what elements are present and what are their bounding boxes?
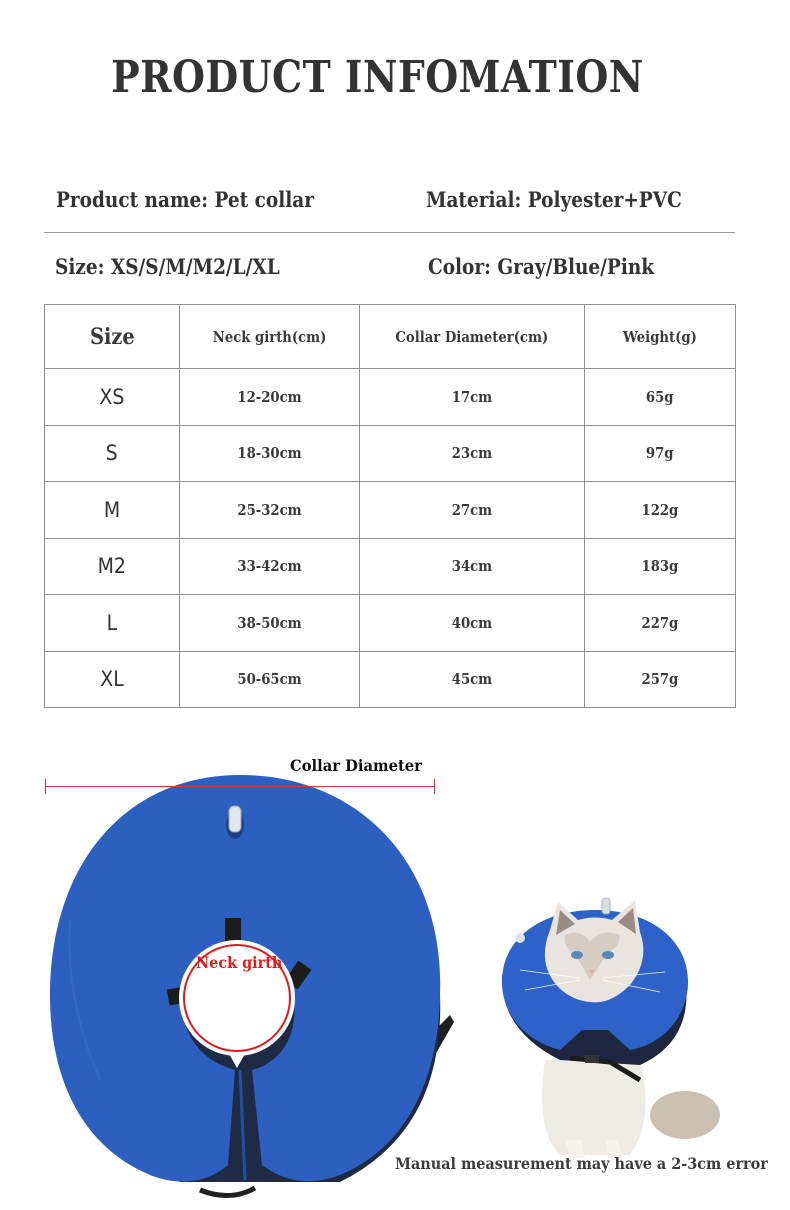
cell-weight: 122g (585, 482, 736, 539)
cell-size: XL (45, 651, 180, 708)
table-row (45, 538, 736, 595)
measurement-diagram (0, 740, 790, 1210)
table-row (45, 651, 736, 708)
table-row (45, 482, 736, 539)
cell-size: M (45, 482, 180, 539)
neck-girth-label: Neck girth (196, 953, 283, 972)
cell-collar-diameter: 34cm (360, 538, 585, 595)
cell-weight: 97g (585, 425, 736, 482)
cell-size: XS (45, 369, 180, 426)
cell-collar-diameter: 27cm (360, 482, 585, 539)
cell-neck-girth: 33-42cm (180, 538, 360, 595)
cell-size: S (45, 425, 180, 482)
cell-neck-girth: 50-65cm (180, 651, 360, 708)
product-material: Material: Polyester+PVC (426, 187, 682, 212)
info-divider (44, 232, 735, 233)
product-sizes: Size: XS/S/M/M2/L/XL (55, 254, 280, 279)
cell-collar-diameter: 45cm (360, 651, 585, 708)
cell-weight: 183g (585, 538, 736, 595)
product-name: Product name: Pet collar (56, 187, 314, 212)
header-collar-diameter: Collar Diameter(cm) (360, 305, 585, 369)
cell-weight: 227g (585, 595, 736, 652)
cat-wearing-collar-photo (490, 890, 730, 1170)
cell-weight: 257g (585, 651, 736, 708)
page-title: PRODUCT INFOMATION (111, 52, 644, 103)
cell-collar-diameter: 17cm (360, 369, 585, 426)
table-row (45, 595, 736, 652)
cell-collar-diameter: 23cm (360, 425, 585, 482)
cell-collar-diameter: 40cm (360, 595, 585, 652)
size-chart-table (44, 304, 736, 708)
header-neck-girth: Neck girth(cm) (180, 305, 360, 369)
table-row (45, 369, 736, 426)
cell-weight: 65g (585, 369, 736, 426)
collar-illustration (40, 770, 460, 1210)
header-weight: Weight(g) (585, 305, 736, 369)
cell-neck-girth: 38-50cm (180, 595, 360, 652)
cell-size: M2 (45, 538, 180, 595)
header-size: Size (45, 305, 180, 369)
diameter-measure-line (45, 786, 435, 787)
cell-size: L (45, 595, 180, 652)
cell-neck-girth: 18-30cm (180, 425, 360, 482)
cell-neck-girth: 25-32cm (180, 482, 360, 539)
measurement-note: Manual measurement may have a 2-3cm error (395, 1154, 768, 1173)
table-header-row (45, 305, 736, 369)
product-colors: Color: Gray/Blue/Pink (428, 254, 655, 279)
diameter-end-tick (434, 779, 435, 794)
cell-neck-girth: 12-20cm (180, 369, 360, 426)
table-row (45, 425, 736, 482)
collar-diameter-label: Collar Diameter (290, 756, 422, 775)
